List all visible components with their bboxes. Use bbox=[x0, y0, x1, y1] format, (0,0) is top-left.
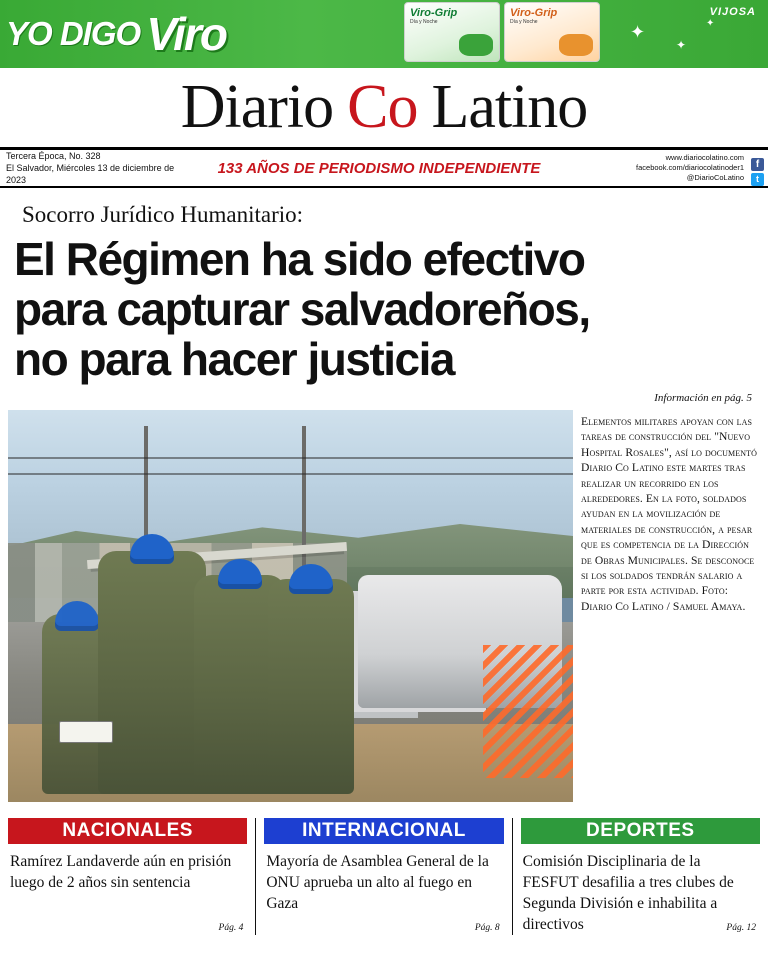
contact-info bbox=[568, 153, 768, 183]
section-teasers bbox=[0, 810, 768, 935]
logo-word-diario: Diario bbox=[180, 73, 334, 141]
newspaper-logo[interactable] bbox=[181, 72, 588, 143]
section-page-deportes: Pág. 12 bbox=[726, 923, 756, 933]
section-page-nacionales: Pág. 4 bbox=[218, 923, 244, 933]
section-headline-internacional[interactable]: Mayoría de Asamblea General de la ONU aprueba un alto al fuego en Gaza bbox=[266, 853, 489, 912]
sparkle-icon: ✦ bbox=[706, 18, 715, 29]
website-url[interactable]: www.diariocolatino.com bbox=[665, 153, 744, 162]
top-advertisement-banner[interactable] bbox=[0, 0, 768, 68]
photo-soldier bbox=[98, 551, 206, 794]
lead-photo bbox=[8, 410, 573, 802]
section-headline-nacionales[interactable]: Ramírez Landaverde aún en prisión luego de 2 años sin sentencia bbox=[10, 853, 232, 891]
logo-word-co: Co bbox=[347, 73, 418, 141]
lead-kicker: Socorro Jurídico Humanitario: bbox=[22, 202, 304, 227]
social-links[interactable] bbox=[751, 158, 764, 186]
pill-graphic bbox=[559, 34, 593, 56]
photo-soldier bbox=[268, 579, 354, 795]
photo-orange-mesh-fence bbox=[483, 645, 573, 778]
ad-slogan-prefix: YO DIGO bbox=[6, 15, 141, 52]
ad-slogan bbox=[0, 0, 400, 68]
section-internacional[interactable] bbox=[264, 818, 503, 935]
edition-info-bar bbox=[0, 150, 768, 188]
headline-line-1: El Régimen ha sido efectivo bbox=[14, 233, 585, 285]
column-divider bbox=[255, 818, 256, 935]
product-pack-orange bbox=[504, 2, 600, 62]
column-divider bbox=[512, 818, 513, 935]
section-label-internacional: INTERNACIONAL bbox=[264, 818, 503, 844]
lead-headline[interactable] bbox=[0, 232, 768, 384]
page-reference: Información en pág. 5 bbox=[654, 392, 752, 404]
sparkle-icon: ✦ bbox=[630, 22, 646, 42]
edition-date: El Salvador, Miércoles 13 de diciembre de 2023 bbox=[6, 163, 175, 185]
section-label-deportes: DEPORTES bbox=[521, 818, 760, 844]
masthead bbox=[0, 68, 768, 150]
section-nacionales[interactable] bbox=[8, 818, 247, 935]
photo-caption: Elementos militares apoyan con las tareas de construcción del "Nuevo Hospital Rosales", así lo documentó Diario Co Latino este martes tras realizar un recorrido en los alrededores. En la foto, soldados ayudan en la movilización de materiales de construcción, a pesar que es competencia de la Dirección de Obras Municipales. Se desconoce si los soldados tendrán salario a parte por esta actividad. Foto: Diario Co Latino / Samuel Amaya. bbox=[581, 415, 757, 613]
edition-details bbox=[0, 150, 190, 186]
ad-brand-name: Viro bbox=[146, 8, 226, 60]
sparkle-icon: ✦ bbox=[676, 38, 687, 52]
twitter-handle[interactable]: @DiarioCoLatino bbox=[686, 173, 744, 182]
headline-line-2: para capturar salvadoreños, bbox=[14, 283, 590, 335]
section-headline-deportes[interactable]: Comisión Disciplinaria de la FESFUT desafilia a tres clubes de Segunda División e inhabilita a directivos bbox=[522, 853, 734, 933]
ad-company-name: VIJOSA bbox=[709, 6, 756, 18]
product-pack-green bbox=[404, 2, 500, 62]
edition-number: Tercera Época, No. 328 bbox=[6, 151, 101, 161]
section-deportes[interactable] bbox=[521, 818, 760, 935]
headline-line-3: no para hacer justicia bbox=[14, 333, 454, 385]
photo-license-plate bbox=[59, 721, 113, 743]
product-name-1: Viro-Grip bbox=[410, 7, 458, 19]
photo-power-line bbox=[8, 457, 573, 459]
product-subtitle-1: Día y Noche bbox=[410, 19, 438, 25]
newspaper-slogan: 133 AÑOS DE PERIODISMO INDEPENDIENTE bbox=[217, 159, 541, 177]
ad-product-images bbox=[404, 2, 604, 66]
logo-word-latino: Latino bbox=[431, 73, 588, 141]
lead-photo-area bbox=[0, 410, 768, 810]
pill-graphic bbox=[459, 34, 493, 56]
section-page-internacional: Pág. 8 bbox=[474, 923, 500, 933]
section-label-nacionales: NACIONALES bbox=[8, 818, 247, 844]
facebook-icon[interactable]: f bbox=[751, 158, 764, 171]
product-subtitle-2: Día y Noche bbox=[510, 19, 538, 25]
photo-power-line bbox=[8, 473, 573, 475]
product-name-2: Viro-Grip bbox=[510, 7, 558, 19]
twitter-icon[interactable]: t bbox=[751, 173, 764, 186]
facebook-url[interactable]: facebook.com/diariocolatinoder1 bbox=[636, 163, 744, 172]
